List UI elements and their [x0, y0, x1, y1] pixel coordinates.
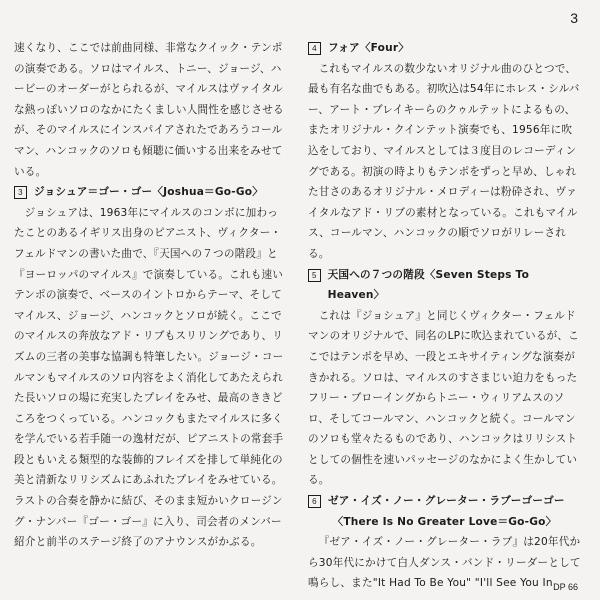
section-heading-6 — [308, 491, 581, 512]
section-body-5: これは『ジョシュア』と同じくヴィクター・フェルドマンのオリジナルで、同名のLPに吹込まれているが、ここではテンポを早め、一段とエキサイティングな演奏がきかれる。ソロは、マイルスのすさまじい迫力をもったフリー・ブローイングからトニー・ウィリアムスのソロ、そしてコールマン、ハンコックと続く。コールマンのソロも堂々たるものであり、ハンコックはリリシストとしての個性を速いパッセージのなかによく生かしている。 — [308, 309, 579, 487]
left-column — [14, 38, 287, 553]
section-heading-4 — [308, 38, 581, 59]
section-body-4: これもマイルスの数少ないオリジナル曲のひとつで、最も有名な曲でもある。初吹込は54年にホレス・シルバー、アート・ブレイキーらのクゥルテットによるもの、またオリジナル・クインテット演奏でも、1956年に吹込をしており、マイルスとしては３度目のレコーディングである。初演の時よりもテンポをずっと早め、しゃれた甘さのあるオリジナル・メロディーは粉砕され、ヴァイタルなアド・リブの素材となっている。これもマイルス、コールマン、ハンコックの順でソロがリレーされる。 — [308, 62, 580, 260]
section-number-6: 6 — [308, 495, 321, 508]
section-heading-5 — [308, 265, 581, 306]
section-number-4: 4 — [308, 42, 321, 55]
catalog-code: DP 66 — [553, 582, 578, 592]
section-number-3: 3 — [14, 186, 27, 199]
section-title-4: フォア〈Four〉 — [328, 42, 410, 54]
section-body-6: 『ゼア・イズ・ノー・グレーター・ラブ』は20年代から30年代にかけて白人ダンス・バンド・リーダーとして鳴らし、また"It Had To Be You" "I'll See You In — [308, 536, 581, 590]
section-title-3: ジョシュア＝ゴー・ゴー〈Joshua＝Go-Go〉 — [34, 186, 263, 199]
section-number-5: 5 — [308, 269, 321, 282]
paragraph-intro: 速くなり、ここでは前曲同様、非常なクイック・テンポの演奏である。ソロはマイルス、トニー、ジョージ、ハービーのオーダーがとられるが、マイルスはヴァイタルな熱っぽいソロのなかにたくましい人間性を感じさせるが、そのマイルスにインスパイアされたであろうコールマン、ハンコックのソロも傾聴に価いする出来をみせている。 — [14, 42, 284, 178]
section-heading-3 — [14, 182, 287, 203]
section-body-3: ジョシュアは、1963年にマイルスのコンボに加わったことのあるイギリス出身のピアニスト、ヴィクター・フェルドマンの書いた曲で、『天国への７つの階段』と『ヨーロッパのマイルス』で演奏している。これも速いテンポの演奏で、ベースのイントロからテーマ、そしてマイルス、ジョージ、ハンコックとソロが続く。ここでのマイルスの奔放なアド・リブもスリリングであり、リズムの三者の美事な協調も特筆したい。ジョージ・コールマンもマイルスのソロ内容をよく消化してあたえられた長いソロの場に充実したプレイをみせ、最高のききどころをつくっている。ハンコックもまたマイルスに多くを学んでいる若手随一の逸材だが、ピアニストの常套手段ともいえる類型的な装飾的フレイズを排して単純化の美と清新なリリシズムにあふれたプレイをみせている。ラストの合奏を静かに結び、そのまま短かいクロージング・ナンバー『ゴー・ゴー』に入り、司会者のメンバー紹介と前半のステージ終了のアナウンスがかぶる。 — [14, 206, 284, 549]
section-title-6: ゼア・イズ・ノー・グレーター・ラブーゴーゴー — [328, 495, 565, 508]
section-subtitle-6: 〈There Is No Greater Love＝Go-Go〉 — [332, 515, 557, 528]
page-number: 3 — [570, 10, 578, 26]
right-column — [308, 38, 581, 594]
section-title-5: 天国への７つの階段〈Seven Steps To Heaven〉 — [327, 268, 530, 302]
